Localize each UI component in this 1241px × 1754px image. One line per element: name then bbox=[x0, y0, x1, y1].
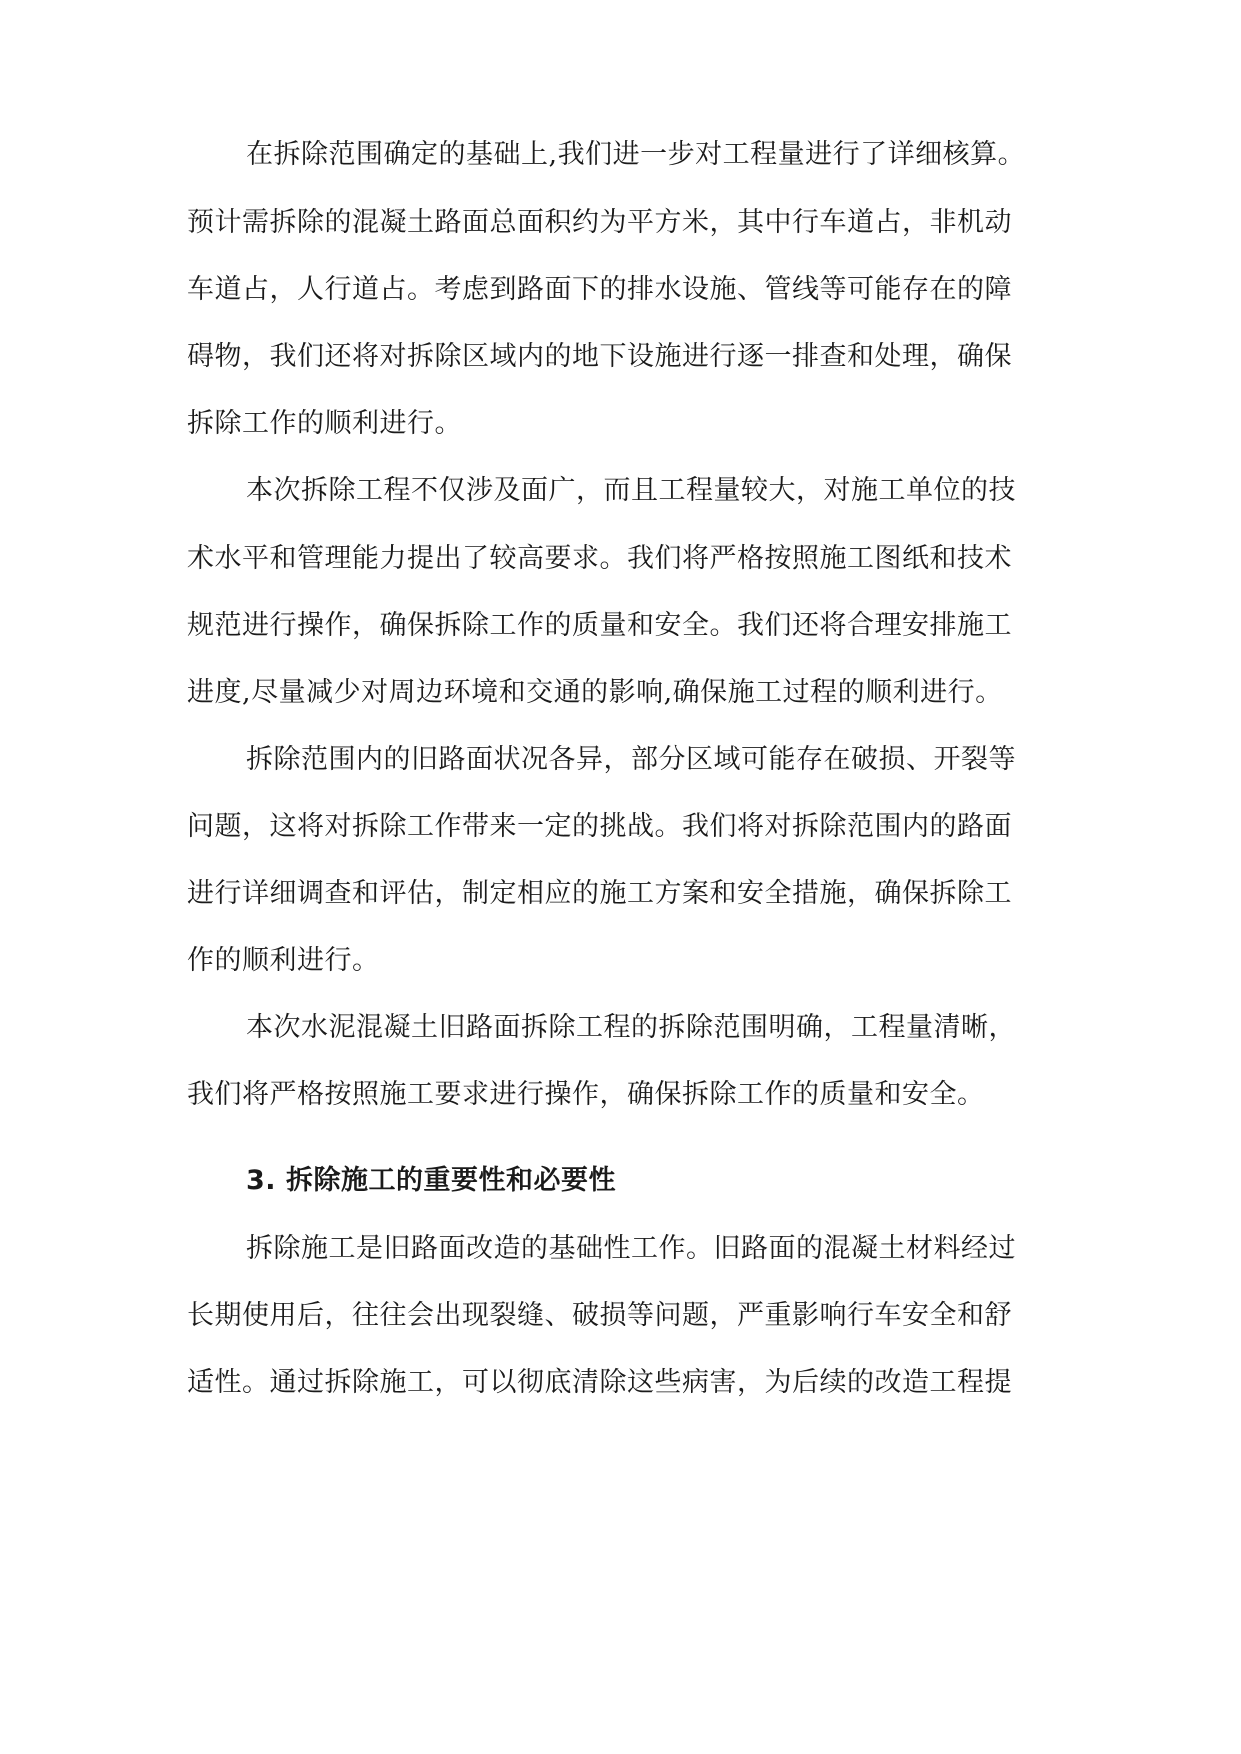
section-paragraph-line-3: 适性。通过拆除施工，可以彻底清除这些病害，为后续的改造工程提 bbox=[187, 1367, 1012, 1398]
paragraph-3-line-3: 进行详细调查和评估，制定相应的施工方案和安全措施，确保拆除工 bbox=[187, 878, 1012, 909]
paragraph-4-line-1: 本次水泥混凝土旧路面拆除工程的拆除范围明确，工程量清晰， bbox=[246, 1012, 1016, 1043]
paragraph-3-line-4: 作的顺利进行。 bbox=[187, 945, 380, 976]
paragraph-1-line-2: 预计需拆除的混凝土路面总面积约为平方米，其中行车道占，非机动 bbox=[187, 207, 1012, 238]
paragraph-2-line-1: 本次拆除工程不仅涉及面广，而且工程量较大，对施工单位的技 bbox=[246, 475, 1016, 506]
section-paragraph-line-2: 长期使用后，往往会出现裂缝、破损等问题，严重影响行车安全和舒 bbox=[187, 1300, 1012, 1331]
paragraph-3-line-2: 问题，这将对拆除工作带来一定的挑战。我们将对拆除范围内的路面 bbox=[187, 811, 1012, 842]
paragraph-1-line-1: 在拆除范围确定的基础上,我们进一步对工程量进行了详细核算。 bbox=[246, 139, 1026, 170]
paragraph-2-line-2: 术水平和管理能力提出了较高要求。我们将严格按照施工图纸和技术 bbox=[187, 543, 1012, 574]
paragraph-1-line-5: 拆除工作的顺利进行。 bbox=[187, 408, 462, 439]
section-paragraph-line-1: 拆除施工是旧路面改造的基础性工作。旧路面的混凝土材料经过 bbox=[246, 1233, 1016, 1264]
section-heading: 3. 拆除施工的重要性和必要性 bbox=[246, 1165, 616, 1196]
paragraph-2-line-3: 规范进行操作，确保拆除工作的质量和安全。我们还将合理安排施工 bbox=[187, 610, 1012, 641]
paragraph-1-line-3: 车道占，人行道占。考虑到路面下的排水设施、管线等可能存在的障 bbox=[187, 274, 1012, 305]
paragraph-4-line-2: 我们将严格按照施工要求进行操作，确保拆除工作的质量和安全。 bbox=[187, 1079, 985, 1110]
paragraph-3-line-1: 拆除范围内的旧路面状况各异，部分区域可能存在破损、开裂等 bbox=[246, 744, 1016, 775]
paragraph-1-line-4: 碍物，我们还将对拆除区域内的地下设施进行逐一排查和处理，确保 bbox=[187, 341, 1012, 372]
paragraph-2-line-4: 进度,尽量减少对周边环境和交通的影响,确保施工过程的顺利进行。 bbox=[187, 677, 1003, 708]
